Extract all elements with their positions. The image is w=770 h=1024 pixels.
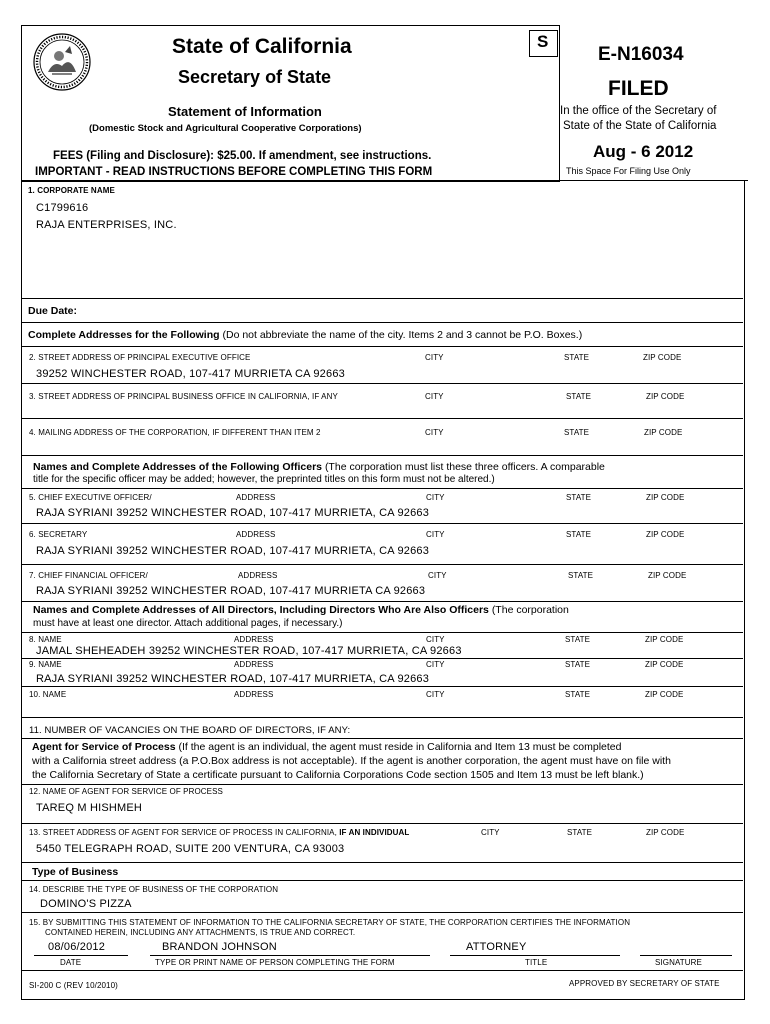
- date-label: DATE: [60, 958, 82, 967]
- item10-zip-label: ZIP CODE: [645, 690, 684, 699]
- corporate-number: C1799616: [36, 202, 89, 214]
- item6-state-label: STATE: [566, 530, 592, 539]
- item9-zip-label: ZIP CODE: [645, 660, 684, 669]
- fees-line: FEES (Filing and Disclosure): $25.00. If amendment, see instructions.: [53, 150, 432, 162]
- state-seal: [32, 32, 92, 92]
- item10-label: 10. NAME: [29, 690, 67, 699]
- item4-city-label: CITY: [425, 428, 444, 437]
- item6-address-label: ADDRESS: [236, 530, 276, 539]
- agent-heading: [32, 741, 621, 753]
- divider: [22, 658, 743, 659]
- officers-heading: [33, 461, 605, 473]
- item6-value: RAJA SYRIANI 39252 WINCHESTER ROAD, 107-417 MURRIETA, CA 92663: [36, 545, 430, 557]
- item10-city-label: CITY: [426, 690, 445, 699]
- item14-value: DOMINO'S PIZZA: [40, 898, 132, 910]
- signer-name-value: BRANDON JOHNSON: [162, 941, 277, 953]
- item13-state-label: STATE: [567, 828, 593, 837]
- divider: [22, 912, 743, 913]
- item12-value: TAREQ M HISHMEH: [36, 802, 143, 814]
- page-subtitle: Secretary of State: [178, 67, 332, 87]
- item13-value: 5450 TELEGRAPH ROAD, SUITE 200 VENTURA, CA 93003: [36, 843, 345, 855]
- item14-label: 14. DESCRIBE THE TYPE OF BUSINESS OF THE CORPORATION: [29, 885, 279, 894]
- item5-label: 5. CHIEF EXECUTIVE OFFICER/: [29, 493, 152, 502]
- name-label: TYPE OR PRINT NAME OF PERSON COMPLETING THE FORM: [155, 958, 395, 967]
- item8-address-label: ADDRESS: [234, 635, 274, 644]
- form-letter: S: [537, 32, 549, 51]
- item13-zip-label: ZIP CODE: [646, 828, 685, 837]
- item7-state-label: STATE: [568, 571, 594, 580]
- item8-label: 8. NAME: [29, 635, 62, 644]
- filing-date: Aug - 6 2012: [593, 142, 694, 161]
- item9-value: RAJA SYRIANI 39252 WINCHESTER ROAD, 107-417 MURRIETA, CA 92663: [36, 673, 430, 685]
- item7-city-label: CITY: [428, 571, 447, 580]
- item5-zip-label: ZIP CODE: [646, 493, 685, 502]
- item3-state-label: STATE: [566, 392, 592, 401]
- divider: [22, 862, 743, 863]
- filing-office-line2: State of the State of California: [563, 120, 717, 132]
- name-underline: [150, 955, 430, 956]
- item2-value: 39252 WINCHESTER ROAD, 107-417 MURRIETA CA 92663: [36, 368, 345, 380]
- item9-state-label: STATE: [565, 660, 591, 669]
- divider: [22, 601, 743, 602]
- title-label: TITLE: [525, 958, 548, 967]
- divider: [22, 970, 743, 971]
- directors-heading-bold: Names and Complete Addresses of All Directors, Including Directors Who Are Also Officers: [33, 604, 489, 616]
- due-date-label: Due Date:: [28, 305, 78, 317]
- page-title: State of California: [172, 35, 352, 58]
- divider: [22, 823, 743, 824]
- directors-heading-line2: must have at least one director. Attach additional pages, if necessary.): [33, 618, 343, 629]
- divider: [22, 298, 743, 299]
- item13-label: [29, 828, 409, 837]
- item2-state-label: STATE: [564, 353, 590, 362]
- item4-label: 4. MAILING ADDRESS OF THE CORPORATION, IF DIFFERENT THAN ITEM 2: [29, 428, 321, 437]
- agent-heading-line2: with a California street address (a P.O.Box address is not acceptable). If the agent is another corporation, the agent must have on file with: [32, 755, 671, 767]
- statement-subtitle: (Domestic Stock and Agricultural Cooperative Corporations): [89, 123, 362, 134]
- divider: [22, 784, 743, 785]
- divider: [22, 880, 743, 881]
- filing-number: E-N16034: [598, 44, 684, 65]
- agent-heading-note: (If the agent is an individual, the agent must reside in California and Item 13 must be completed: [178, 741, 622, 753]
- item11-label: 11. NUMBER OF VACANCIES ON THE BOARD OF DIRECTORS, IF ANY:: [29, 725, 351, 736]
- filed-stamp: FILED: [608, 77, 669, 100]
- item6-label: 6. SECRETARY: [29, 530, 88, 539]
- signer-title-value: ATTORNEY: [466, 941, 527, 953]
- item7-address-label: ADDRESS: [238, 571, 278, 580]
- divider: [22, 717, 743, 718]
- divider: [22, 455, 743, 456]
- item8-value: JAMAL SHEHEADEH 39252 WINCHESTER ROAD, 107-417 MURRIETA, CA 92663: [36, 645, 462, 657]
- divider: [22, 418, 743, 419]
- item15-line2: CONTAINED HEREIN, INCLUDING ANY ATTACHMENTS, IS TRUE AND CORRECT.: [45, 928, 356, 937]
- divider: [22, 738, 743, 739]
- item10-state-label: STATE: [565, 690, 591, 699]
- business-heading: Type of Business: [32, 866, 119, 878]
- divider: [22, 523, 743, 524]
- addresses-heading-bold: Complete Addresses for the Following: [28, 329, 220, 341]
- item2-label: 2. STREET ADDRESS OF PRINCIPAL EXECUTIVE OFFICE: [29, 353, 251, 362]
- directors-heading: [33, 604, 569, 616]
- signature-underline: [640, 955, 732, 956]
- directors-heading-note: (The corporation: [491, 604, 569, 616]
- item7-zip-label: ZIP CODE: [648, 571, 687, 580]
- filing-office-line1: In the office of the Secretary of: [560, 105, 717, 117]
- item7-value: RAJA SYRIANI 39252 WINCHESTER ROAD, 107-417 MURRIETA CA 92663: [36, 585, 426, 597]
- item5-value: RAJA SYRIANI 39252 WINCHESTER ROAD, 107-417 MURRIETA, CA 92663: [36, 507, 430, 519]
- item2-zip-label: ZIP CODE: [643, 353, 682, 362]
- item5-state-label: STATE: [566, 493, 592, 502]
- divider: [22, 346, 743, 347]
- item3-label: 3. STREET ADDRESS OF PRINCIPAL BUSINESS OFFICE IN CALIFORNIA, IF ANY: [29, 392, 338, 401]
- divider: [22, 632, 743, 633]
- item4-state-label: STATE: [564, 428, 590, 437]
- divider: [22, 488, 743, 489]
- item2-city-label: CITY: [425, 353, 444, 362]
- item15-line1: 15. BY SUBMITTING THIS STATEMENT OF INFORMATION TO THE CALIFORNIA SECRETARY OF STATE, THE CORPORATION CERTIFIES THE INFORMATION: [29, 918, 631, 927]
- officers-heading-note: (The corporation must list these three officers. A comparable: [324, 461, 605, 473]
- corporate-name-label: 1. CORPORATE NAME: [28, 186, 115, 195]
- item9-label: 9. NAME: [29, 660, 62, 669]
- item7-label: 7. CHIEF FINANCIAL OFFICER/: [29, 571, 148, 580]
- item3-city-label: CITY: [425, 392, 444, 401]
- approved-note: APPROVED BY SECRETARY OF STATE: [569, 979, 720, 988]
- item12-label: 12. NAME OF AGENT FOR SERVICE OF PROCESS: [29, 787, 223, 796]
- form-code: SI-200 C (REV 10/2010): [29, 981, 118, 990]
- divider: [22, 564, 743, 565]
- item13-label-text: 13. STREET ADDRESS OF AGENT FOR SERVICE OF PROCESS IN CALIFORNIA,: [29, 828, 337, 837]
- date-underline: [34, 955, 128, 956]
- divider: [22, 383, 743, 384]
- divider: [22, 322, 743, 323]
- signature-label: SIGNATURE: [655, 958, 702, 967]
- agent-heading-bold: Agent for Service of Process: [32, 741, 176, 753]
- agent-heading-line3: the California Secretary of State a certificate pursuant to California Corporations Code section 1505 and Item 13 must be left blank.): [32, 769, 644, 781]
- item10-address-label: ADDRESS: [234, 690, 274, 699]
- item5-city-label: CITY: [426, 493, 445, 502]
- item6-city-label: CITY: [426, 530, 445, 539]
- item8-state-label: STATE: [565, 635, 591, 644]
- addresses-heading: [28, 329, 582, 341]
- item9-city-label: CITY: [426, 660, 445, 669]
- item6-zip-label: ZIP CODE: [646, 530, 685, 539]
- item9-address-label: ADDRESS: [234, 660, 274, 669]
- item4-zip-label: ZIP CODE: [644, 428, 683, 437]
- signature-date-value: 08/06/2012: [48, 941, 106, 953]
- important-line: IMPORTANT - READ INSTRUCTIONS BEFORE COMPLETING THIS FORM: [35, 166, 433, 178]
- item13-city-label: CITY: [481, 828, 500, 837]
- item13-label-bold: IF AN INDIVIDUAL: [339, 828, 410, 837]
- item5-address-label: ADDRESS: [236, 493, 276, 502]
- item8-zip-label: ZIP CODE: [645, 635, 684, 644]
- officers-heading-bold: Names and Complete Addresses of the Following Officers: [33, 461, 323, 473]
- statement-title: Statement of Information: [168, 104, 322, 119]
- item3-zip-label: ZIP CODE: [646, 392, 685, 401]
- officers-heading-line2: title for the specific officer may be added; however, the preprinted titles on this form must not be altered.): [33, 474, 495, 485]
- filing-space-note: This Space For Filing Use Only: [566, 166, 691, 176]
- divider: [22, 686, 743, 687]
- addresses-heading-note: (Do not abbreviate the name of the city. Items 2 and 3 cannot be P.O. Boxes.): [222, 329, 583, 341]
- item8-city-label: CITY: [426, 635, 445, 644]
- corporate-name: RAJA ENTERPRISES, INC.: [36, 219, 177, 231]
- title-underline: [450, 955, 620, 956]
